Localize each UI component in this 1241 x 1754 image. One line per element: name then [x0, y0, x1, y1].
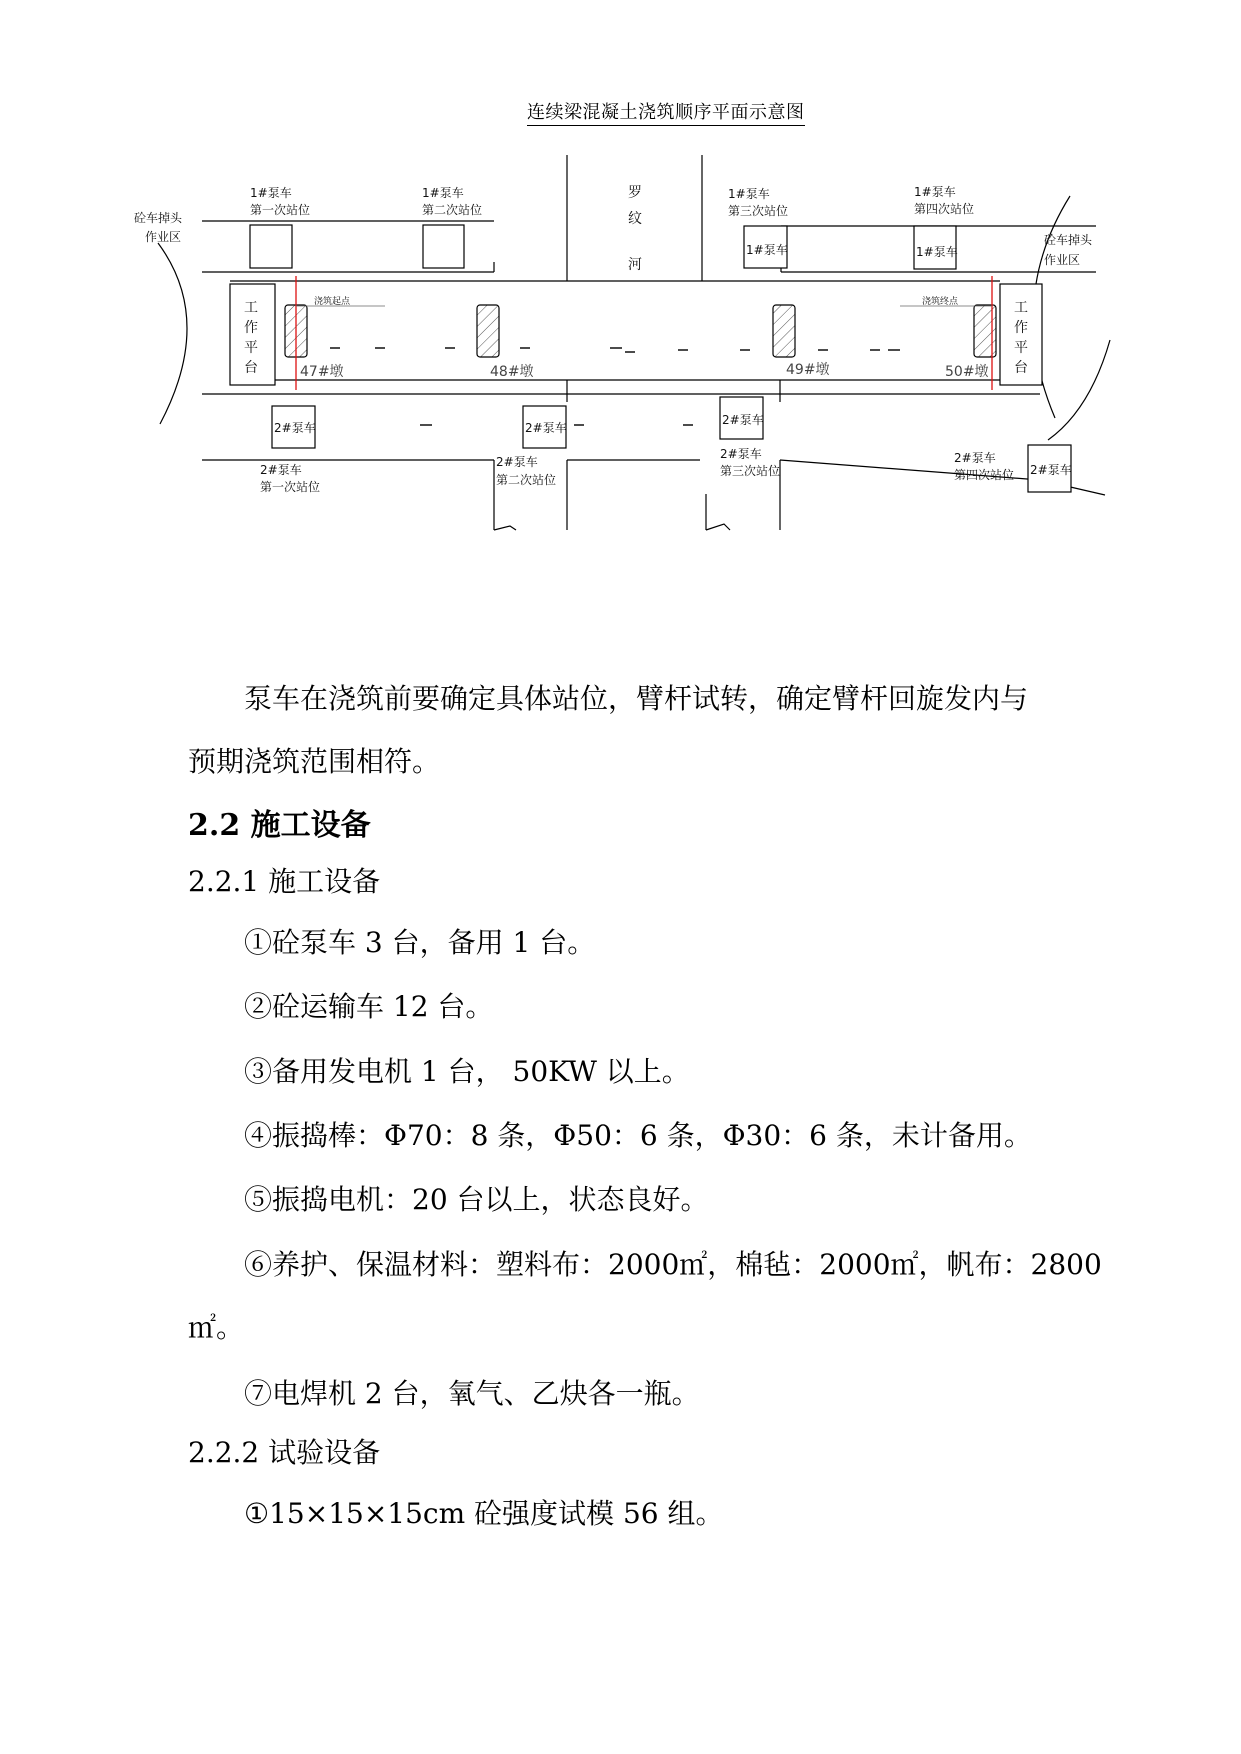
- subsection-heading-2-2-1: 2.2.1 施工设备: [188, 865, 381, 898]
- test-equipment-item-1: ①15×15×15cm 砼强度试模 56 组。: [244, 1497, 724, 1530]
- pump2-pos3-label: 2#泵车: [720, 447, 762, 461]
- pump1-box-label: 1#泵车: [916, 245, 958, 259]
- pump1-pos2-label: 1#泵车: [422, 186, 464, 200]
- pump2-box-label: 2#泵车: [274, 421, 316, 435]
- pump2-pos4-label: 2#泵车: [954, 451, 996, 465]
- pump1-pos3-label-2: 第三次站位: [728, 204, 789, 218]
- river-label-1: 罗: [628, 185, 642, 201]
- platform-left-char-4: 台: [244, 360, 258, 376]
- piers: [285, 305, 996, 357]
- pump1-pos4-label-2: 第四次站位: [914, 202, 975, 216]
- pump1-pos1-label: 1#泵车: [250, 186, 292, 200]
- girder-dashes: [330, 348, 900, 425]
- pier-48-label: 48#墩: [490, 364, 534, 380]
- platform-left-char-1: 工: [244, 300, 258, 316]
- section-heading-2-2: 2.2 施工设备: [188, 808, 371, 843]
- equipment-item-6-continued: ㎡。: [188, 1311, 245, 1344]
- pump1-pos2-label-2: 第二次站位: [422, 203, 483, 217]
- equipment-item-6: ⑥养护、保温材料：塑料布：2000㎡，棉毡：2000㎡，帆布：2800: [244, 1248, 1102, 1281]
- pour-end-label: 浇筑终点: [922, 297, 959, 307]
- pump2-box-label: 2#泵车: [722, 413, 764, 427]
- equipment-item-3: ③备用发电机 1 台， 50KW 以上。: [244, 1055, 690, 1088]
- body-paragraph-line-1: 泵车在浇筑前要确定具体站位，臂杆试转，确定臂杆回旋发内与: [244, 682, 1029, 715]
- body-paragraph-line-2: 预期浇筑范围相符。: [188, 745, 441, 778]
- pump1-pos1-label-2: 第一次站位: [250, 203, 311, 217]
- pump1-box-label: 1#泵车: [746, 243, 788, 257]
- platform-right-char-1: 工: [1014, 300, 1028, 316]
- pump2-pos1-label: 2#泵车: [260, 463, 302, 477]
- pier-47-label: 47#墩: [300, 364, 344, 380]
- pump-position-boxes: [250, 225, 1071, 492]
- pump2-pos1-label-2: 第一次站位: [260, 480, 321, 494]
- platform-left-char-3: 平: [244, 340, 258, 356]
- pier-50-label: 50#墩: [945, 364, 989, 380]
- pump1-pos4-label: 1#泵车: [914, 185, 956, 199]
- bridge-girder: [230, 281, 1000, 380]
- river-label-3: 河: [628, 257, 642, 273]
- pump2-pos2-label: 2#泵车: [496, 455, 538, 469]
- turnaround-right-label-2: 作业区: [1044, 253, 1081, 267]
- equipment-item-7: ⑦电焊机 2 台，氧气、乙炔各一瓶。: [244, 1377, 700, 1410]
- pour-start-label: 浇筑起点: [314, 297, 351, 307]
- equipment-item-1: ①砼泵车 3 台，备用 1 台。: [244, 926, 596, 959]
- pump1-pos3-label: 1#泵车: [728, 187, 770, 201]
- pump2-pos3-label-2: 第三次站位: [720, 464, 781, 478]
- platform-right-char-3: 平: [1014, 340, 1028, 356]
- turnaround-left-label-2: 作业区: [145, 230, 182, 244]
- pump2-pos4-label-2: 第四次站位: [954, 468, 1015, 482]
- equipment-item-2: ②砼运输车 12 台。: [244, 990, 494, 1023]
- pier-49-label: 49#墩: [786, 362, 830, 378]
- equipment-item-4: ④振捣棒：Φ70：8 条，Φ50：6 条，Φ30：6 条，未计备用。: [244, 1119, 1032, 1152]
- figure-title: 连续梁混凝土浇筑顺序平面示意图: [527, 98, 805, 126]
- pump2-box-label: 2#泵车: [1030, 463, 1072, 477]
- subsection-heading-2-2-2: 2.2.2 试验设备: [188, 1436, 381, 1469]
- platform-left-char-2: 作: [244, 320, 258, 336]
- work-platforms: [230, 284, 1042, 385]
- pour-limit-lines: [296, 276, 992, 390]
- pouring-sequence-diagram: [0, 0, 1241, 560]
- equipment-item-5: ⑤振捣电机：20 台以上，状态良好。: [244, 1183, 709, 1216]
- river-label-2: 纹: [628, 211, 642, 227]
- turnaround-right-label: 砼车掉头: [1044, 233, 1093, 247]
- platform-right-char-2: 作: [1014, 320, 1028, 336]
- pump2-pos2-label-2: 第二次站位: [496, 473, 557, 487]
- turnaround-left-label: 砼车掉头: [134, 211, 183, 225]
- pump2-box-label: 2#泵车: [525, 421, 567, 435]
- platform-right-char-4: 台: [1014, 360, 1028, 376]
